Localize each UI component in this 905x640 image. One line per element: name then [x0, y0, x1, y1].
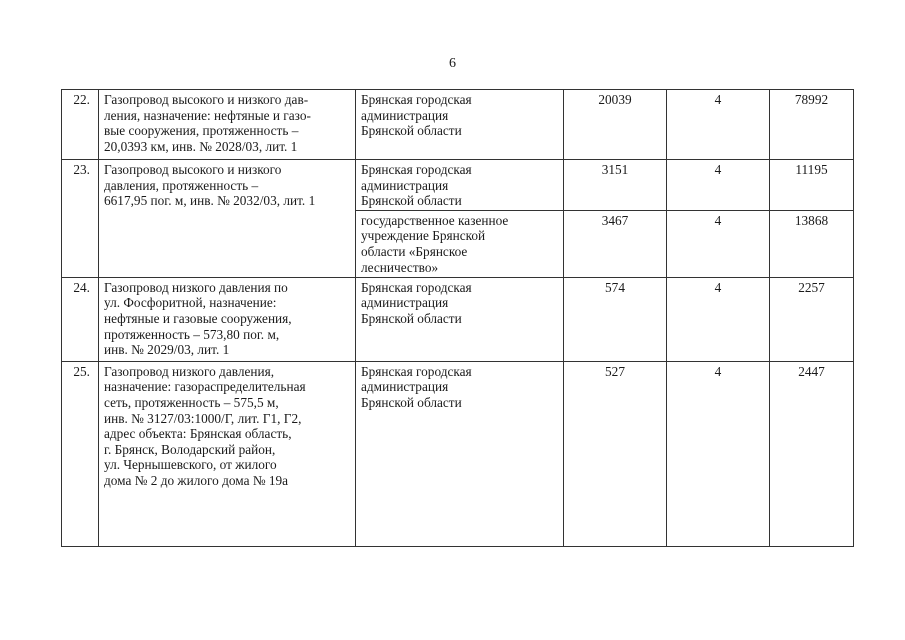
value-cell-2: 4: [667, 210, 770, 277]
value-cell-2: 4: [667, 160, 770, 211]
table-row: [62, 361, 854, 546]
value-cell-3: 2257: [770, 277, 854, 361]
value-cell-1: 20039: [564, 90, 667, 160]
object-description: Газопровод низкого давления, назначение: газораспределительная сеть, протяженность – 575,5 м, инв. № 3127/03:1000/Г, лит. Г1, Г2, адрес объекта: Брянская область, г. Брянск, Володарский район, ул. Чернышевского, от жилого дома № 2 до жилого дома № 19а: [99, 361, 356, 546]
object-description: Газопровод высокого и низкого давления, протяженность – 6617,95 пог. м, инв. № 2032/03, лит. 1: [99, 160, 356, 278]
value-cell-2: 4: [667, 277, 770, 361]
value-cell-1: 3467: [564, 210, 667, 277]
property-table: [61, 89, 854, 547]
page-number: 6: [449, 56, 456, 71]
value-cell-2: 4: [667, 90, 770, 160]
value-cell-1: 574: [564, 277, 667, 361]
value-cell-3: 13868: [770, 210, 854, 277]
table-row: [62, 160, 854, 211]
table-row: [62, 277, 854, 361]
owner-name: государственное казенное учреждение Брянской области «Брянское лесничество»: [356, 210, 564, 277]
owner-name: Брянская городская администрация Брянской области: [356, 160, 564, 211]
row-number: 23.: [62, 160, 99, 278]
value-cell-1: 527: [564, 361, 667, 546]
row-number: 24.: [62, 277, 99, 361]
owner-name: Брянская городская администрация Брянской области: [356, 361, 564, 546]
row-number: 25.: [62, 361, 99, 546]
value-cell-3: 2447: [770, 361, 854, 546]
value-cell-3: 11195: [770, 160, 854, 211]
owner-name: Брянская городская администрация Брянской области: [356, 90, 564, 160]
row-number: 22.: [62, 90, 99, 160]
value-cell-3: 78992: [770, 90, 854, 160]
object-description: Газопровод низкого давления по ул. Фосфоритной, назначение: нефтяные и газовые сооружения, протяженность – 573,80 пог. м, инв. № 2029/03, лит. 1: [99, 277, 356, 361]
object-description: Газопровод высокого и низкого дав- ления, назначение: нефтяные и газо- вые сооружения, протяженность – 20,0393 км, инв. № 2028/03, лит. 1: [99, 90, 356, 160]
table-row: [62, 90, 854, 160]
value-cell-2: 4: [667, 361, 770, 546]
owner-name: Брянская городская администрация Брянской области: [356, 277, 564, 361]
value-cell-1: 3151: [564, 160, 667, 211]
